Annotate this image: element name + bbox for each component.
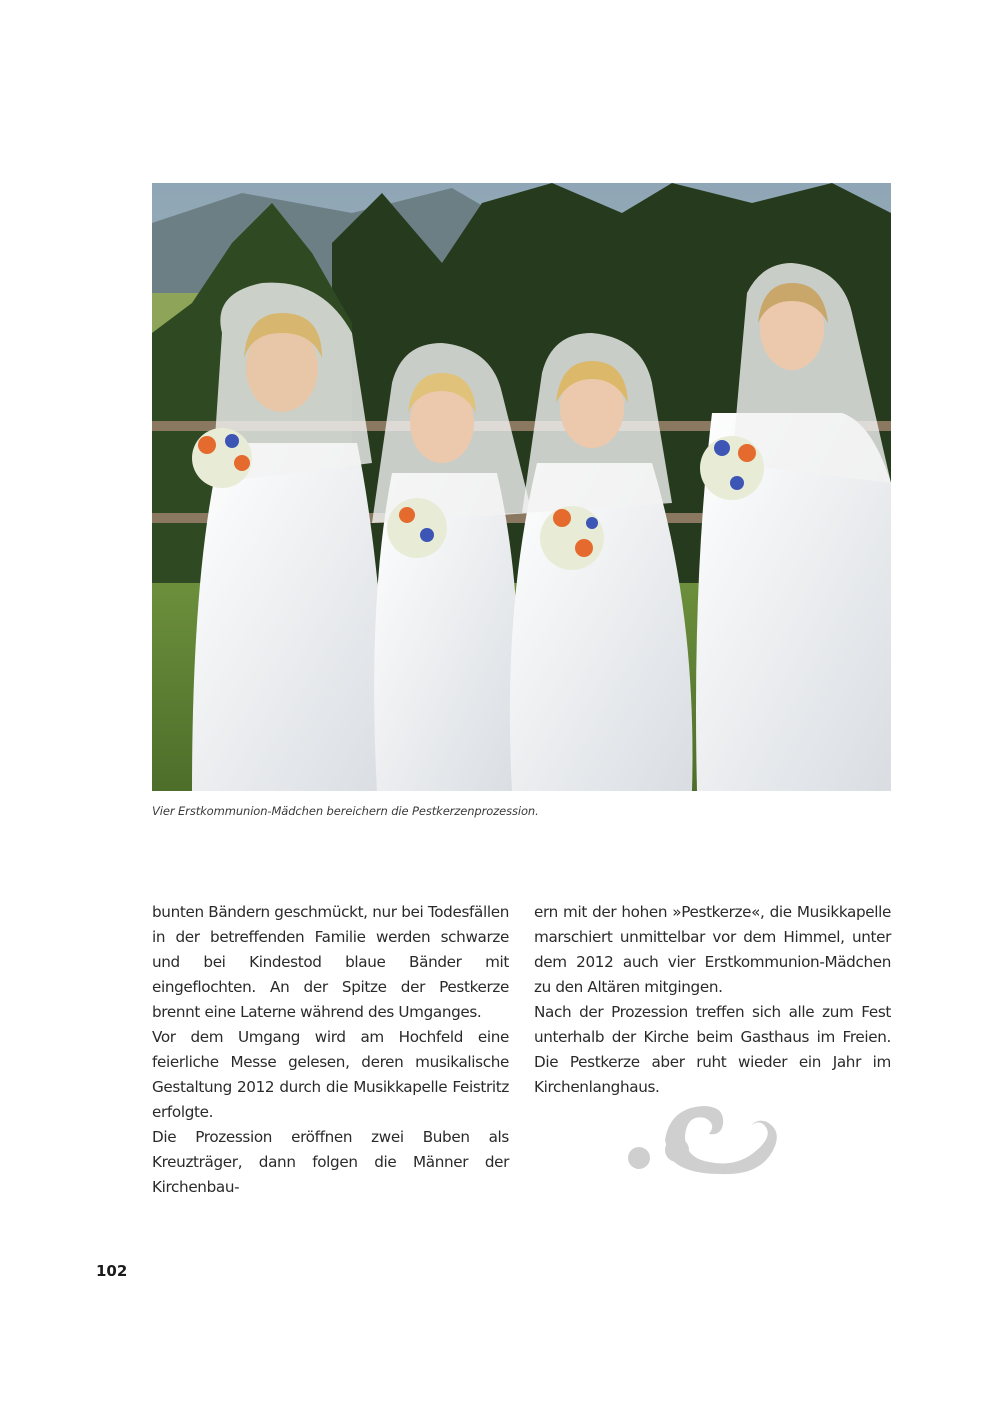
paragraph: bunten Bändern geschmückt, nur bei Todesfällen in der betreffenden Familie werden schwarze und bei Kindestod blaue Bänder mit eingeflochten. An der Spitze der Pestkerze brennt eine Laterne während des Umganges. [152,903,509,1021]
photo-caption: Vier Erstkommunion-Mädchen bereichern die Pestkerzenprozession. [152,804,539,818]
text-column-right [534,900,891,1100]
photo-communion-girls [152,183,891,791]
flourish-ornament-icon [625,1100,780,1178]
photo-illustration [152,183,891,791]
text-column-left [152,900,509,1200]
paragraph: ern mit der hohen »Pestkerze«, die Musikkapelle marschiert unmittelbar vor dem Himmel, unter dem 2012 auch vier Erstkommunion-Mädchen zu den Altären mitgingen. [534,903,891,996]
paragraph: Die Prozession eröffnen zwei Buben als Kreuzträger, dann folgen die Männer der Kirchenbau- [152,1128,509,1196]
page-number: 102 [96,1262,128,1280]
paragraph: Nach der Prozession treffen sich alle zum Fest unterhalb der Kirche beim Gasthaus im Freien. Die Pestkerze aber ruht wieder ein Jahr im Kirchenlanghaus. [534,1003,891,1096]
paragraph: Vor dem Umgang wird am Hochfeld eine feierliche Messe gelesen, deren musikalische Gestaltung 2012 durch die Musikkapelle Feistritz erfolgte. [152,1028,509,1121]
